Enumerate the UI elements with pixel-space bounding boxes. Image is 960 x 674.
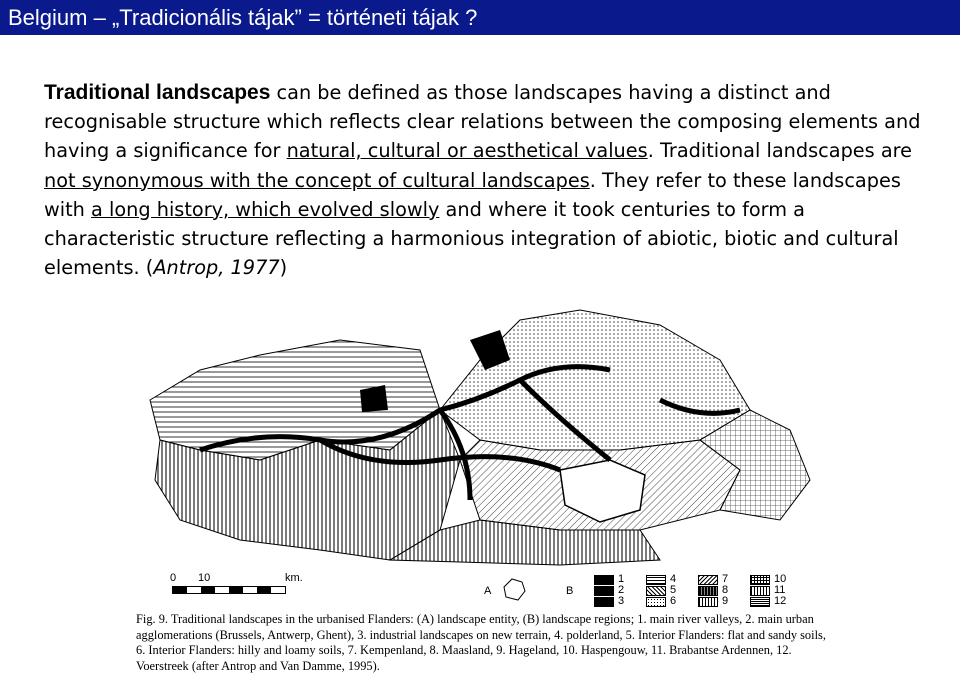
legend-number: 7 <box>722 573 729 585</box>
region-kempenland <box>440 310 750 450</box>
sentence-2: Traditional landscapes are <box>653 139 913 163</box>
term-bold: Traditional landscapes <box>44 81 271 104</box>
definition-paragraph <box>44 78 924 282</box>
legend-number: 12 <box>774 595 787 607</box>
legend-swatch <box>698 597 718 607</box>
legend-swatch <box>594 586 614 596</box>
sentence-1-end: . <box>647 139 654 163</box>
legend-number: 2 <box>618 584 625 596</box>
legend-swatch <box>698 575 718 585</box>
legend-number: 11 <box>774 584 786 596</box>
sentence-3: They refer to these landscapes with <box>44 168 901 221</box>
flanders-map <box>140 300 820 575</box>
sentence-3-end: ) <box>279 256 288 280</box>
legend-a-letter: A <box>484 585 492 597</box>
scale-ten: 10 <box>198 572 211 584</box>
legend-b <box>566 575 806 609</box>
legend-number: 3 <box>618 595 625 607</box>
scale-zero: 0 <box>170 572 177 584</box>
legend-number: 10 <box>774 573 787 585</box>
slide-title: Belgium – „Tradicionális tájak” = történeti tájak ? <box>0 0 960 35</box>
legend-number: 5 <box>670 584 677 596</box>
long-history-underlined: a long history, which evolved slowly <box>91 197 440 221</box>
figure-caption <box>136 612 836 674</box>
map-svg <box>140 300 820 570</box>
legend-swatch <box>750 597 770 607</box>
scale-unit: km. <box>285 572 303 584</box>
legend-swatch <box>646 597 666 607</box>
legend-swatch <box>750 575 770 585</box>
legend-number: 4 <box>670 573 677 585</box>
legend-swatch <box>646 575 666 585</box>
values-underlined: natural, cultural or aesthetical values <box>286 139 648 163</box>
citation: Antrop, 1977 <box>153 256 280 280</box>
legend-number: 6 <box>670 595 677 607</box>
landscape-entity-icon <box>500 577 528 603</box>
legend-number: 1 <box>618 573 625 585</box>
legend-swatch <box>698 586 718 596</box>
legend-swatch <box>594 597 614 607</box>
legend-swatch <box>646 586 666 596</box>
legend-number: 8 <box>722 584 729 596</box>
legend-b-letter: B <box>566 585 574 597</box>
sentence-3-mid: and where it took centuries to form a characteristic structure reflecting a harmonious integration of abiotic, biotic and cultural elements. ( <box>44 197 899 280</box>
legend-a <box>484 585 491 597</box>
legend-number: 9 <box>722 595 729 607</box>
region-polder <box>150 340 440 460</box>
legend-swatch <box>750 586 770 596</box>
caption-label: Fig. 9. <box>136 612 169 626</box>
scale-bar-graphic <box>172 586 286 594</box>
caption-text: Traditional landscapes in the urbanised Flanders: (A) landscape entity, (B) landscape regions; 1. main river valleys, 2. main urban agglomerations (Brussels, Antwerp, Ghent), 3. industrial landscapes on new terrain, 4. polderland, 5. Interior Flanders: flat and sandy soils, 6. Interior Flanders: hilly and loamy soils, 7. Kempenland, 8. Maasland, 9. Hageland, 10. Haspengouw, 11. Brabantse Ardennen, 12. Voerstreek (after Antrop and Van Damme, 1995). <box>136 612 826 673</box>
sentence-2-end: . <box>589 168 596 192</box>
sentence-1: can be defined as those landscapes having a distinct and recognisable structure which reflects clear relations between the composing elements and having a significance for <box>44 81 921 163</box>
legend-swatch <box>594 575 614 585</box>
not-synonymous-underlined: not synonymous with the concept of cultural landscapes <box>44 168 590 192</box>
